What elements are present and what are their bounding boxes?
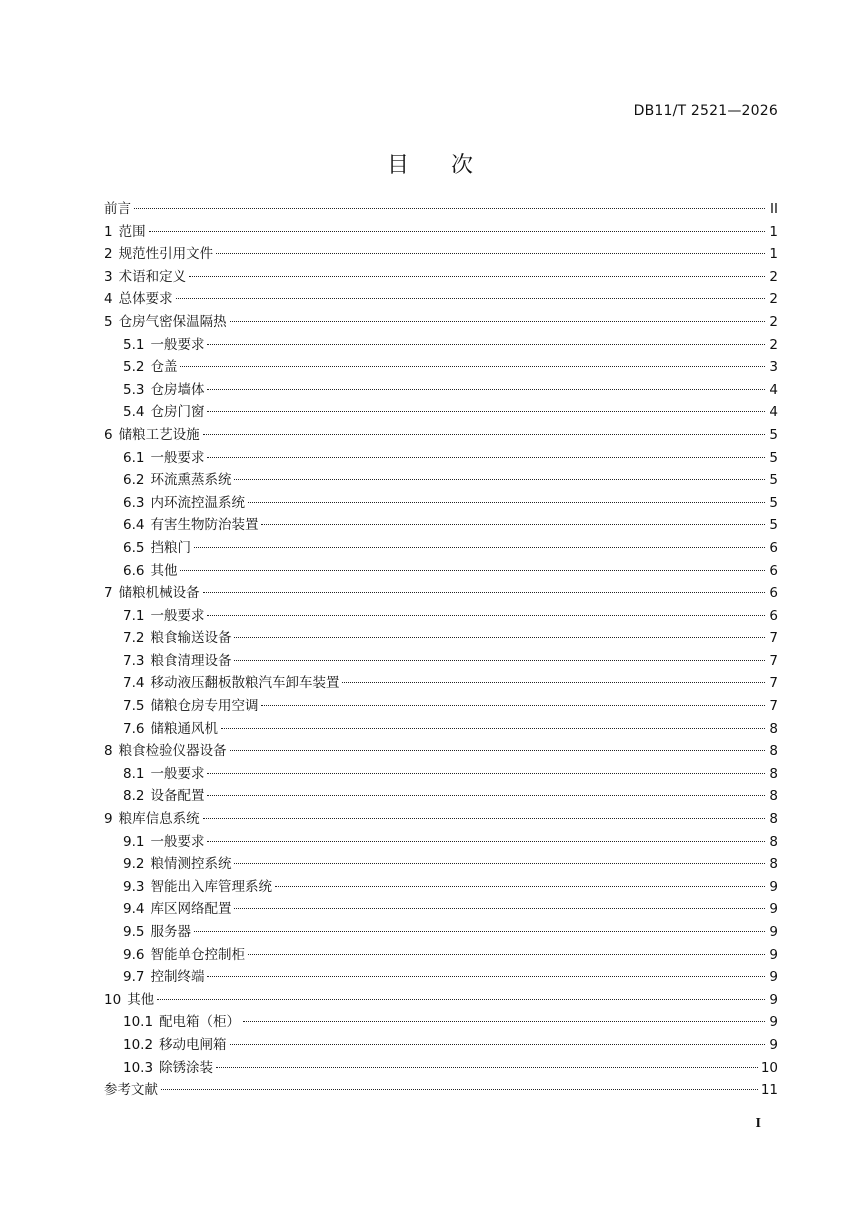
- toc-entry-number: 9.1: [123, 833, 145, 850]
- toc-entry-number: 6.4: [123, 517, 145, 534]
- toc-entry[interactable]: [104, 514, 778, 537]
- toc-entry-page: 4: [769, 404, 778, 421]
- toc-entry-number: 9.6: [123, 946, 145, 963]
- toc-entry-page: 5: [769, 494, 778, 511]
- toc-entry[interactable]: [104, 379, 778, 402]
- toc-entry-number: 10: [104, 991, 122, 1008]
- dot-leader: [161, 1089, 758, 1090]
- toc-entry-number: 5: [104, 313, 113, 330]
- dot-leader: [261, 705, 765, 706]
- toc-entry[interactable]: [104, 334, 778, 357]
- toc-entry-page: 5: [769, 426, 778, 443]
- toc-entry-label: 仓房气密保温隔热: [118, 313, 227, 330]
- toc-entry-page: 9: [769, 1014, 778, 1031]
- toc-entry-page: 9: [769, 946, 778, 963]
- toc-entry-page: 8: [769, 856, 778, 873]
- toc-entry[interactable]: [104, 605, 778, 628]
- toc-entry-number: 9.7: [123, 969, 145, 986]
- toc-entry-number: 9: [104, 811, 113, 828]
- toc-entry-label: 一般要求: [150, 833, 205, 850]
- toc-entry-number: 7.2: [123, 630, 145, 647]
- toc-entry-page: 7: [769, 652, 778, 669]
- toc-entry-number: 10.3: [123, 1059, 154, 1076]
- toc-entry[interactable]: [104, 537, 778, 560]
- toc-entry-number: 6: [104, 426, 113, 443]
- toc-entry-label: 配电箱（柜）: [159, 1014, 241, 1031]
- dot-leader: [207, 411, 765, 412]
- dot-leader: [207, 773, 765, 774]
- toc-entry-label: 粮情测控系统: [150, 856, 232, 873]
- toc-entry-label: 智能出入库管理系统: [150, 878, 272, 895]
- toc-entry-label: 一般要求: [150, 765, 205, 782]
- dot-leader: [157, 999, 765, 1000]
- toc-entry-page: 5: [769, 449, 778, 466]
- toc-entry-label: 一般要求: [150, 449, 205, 466]
- toc-entry-page: 2: [769, 268, 778, 285]
- toc-entry-page: 8: [769, 811, 778, 828]
- table-of-contents: [104, 198, 778, 1102]
- toc-entry-number: 3: [104, 268, 113, 285]
- toc-entry-page: 9: [769, 924, 778, 940]
- toc-entry-number: 9.4: [123, 901, 145, 918]
- dot-leader: [203, 592, 765, 593]
- dot-leader: [207, 795, 765, 796]
- toc-entry-number: 6.6: [123, 562, 145, 579]
- toc-entry-page: 8: [769, 743, 778, 760]
- toc-entry-page: 6: [769, 562, 778, 579]
- dot-leader: [248, 954, 765, 955]
- toc-entry[interactable]: [104, 221, 778, 244]
- dot-leader: [149, 231, 765, 232]
- toc-entry-label: 术语和定义: [118, 268, 187, 285]
- toc-entry-label: 智能单仓控制柜: [150, 946, 245, 963]
- toc-entry[interactable]: [104, 1057, 778, 1080]
- dot-leader: [203, 818, 765, 819]
- toc-entry-number: 7: [104, 585, 113, 602]
- toc-entry[interactable]: [104, 492, 778, 515]
- toc-entry-page: 2: [769, 313, 778, 330]
- toc-entry-page: 2: [769, 291, 778, 308]
- dot-leader: [234, 637, 765, 638]
- toc-entry-page: 8: [769, 788, 778, 805]
- toc-entry[interactable]: [104, 831, 778, 854]
- toc-entry-page: 2: [769, 336, 778, 353]
- toc-entry-label: 移动电闸箱: [159, 1036, 227, 1053]
- toc-entry[interactable]: [104, 311, 778, 334]
- toc-entry-number: 7.6: [123, 720, 145, 737]
- dot-leader: [248, 502, 765, 503]
- dot-leader: [221, 728, 765, 729]
- toc-entry-number: 6.5: [123, 539, 145, 556]
- toc-entry-label: 储粮通风机: [150, 720, 218, 737]
- toc-entry[interactable]: [104, 650, 778, 673]
- toc-entry-label: 储粮机械设备: [118, 585, 200, 602]
- dot-leader: [261, 524, 765, 525]
- toc-entry[interactable]: [104, 966, 778, 989]
- toc-entry-label: 仓盖: [150, 359, 178, 376]
- toc-entry-label: 其他: [127, 991, 155, 1008]
- toc-entry-number: 6.2: [123, 472, 145, 489]
- toc-entry-label: 粮食输送设备: [150, 630, 232, 647]
- toc-entry-number: 5.4: [123, 404, 145, 421]
- toc-entry-label: 范围: [118, 223, 146, 240]
- toc-entry-page: 10: [760, 1059, 778, 1076]
- dot-leader: [216, 1067, 758, 1068]
- toc-entry-label: 一般要求: [150, 607, 205, 624]
- toc-entry-number: 2: [104, 246, 113, 263]
- dot-leader: [207, 976, 765, 977]
- dot-leader: [207, 344, 765, 345]
- dot-leader: [203, 434, 765, 435]
- toc-entry-page: 1: [769, 223, 778, 240]
- toc-entry-number: 10.1: [123, 1014, 154, 1031]
- dot-leader: [234, 479, 765, 480]
- toc-entry-label: 参考文献: [104, 1082, 158, 1099]
- toc-entry[interactable]: [104, 672, 778, 695]
- toc-entry[interactable]: [104, 627, 778, 650]
- dot-leader: [216, 253, 765, 254]
- dot-leader: [207, 615, 765, 616]
- toc-entry[interactable]: [104, 695, 778, 718]
- toc-entry-number: 5.1: [123, 336, 145, 353]
- toc-entry-page: 9: [769, 1036, 778, 1053]
- toc-entry[interactable]: [104, 356, 778, 379]
- toc-entry-page: 3: [769, 359, 778, 376]
- toc-entry-number: 7.3: [123, 652, 145, 669]
- toc-entry-number: 1: [104, 223, 113, 240]
- toc-entry-label: 仓房墙体: [150, 381, 205, 398]
- dot-leader: [207, 841, 765, 842]
- toc-entry-label: 其他: [150, 562, 178, 579]
- toc-entry-page: 9: [769, 991, 778, 1008]
- dot-leader: [194, 931, 765, 932]
- toc-entry-label: 一般要求: [150, 336, 205, 353]
- toc-entry-label: 有害生物防治装置: [150, 517, 259, 534]
- toc-entry-number: 7.1: [123, 607, 145, 624]
- toc-entry-number: 5.3: [123, 381, 145, 398]
- dot-leader: [234, 863, 765, 864]
- dot-leader: [234, 908, 765, 909]
- dot-leader: [243, 1021, 765, 1022]
- toc-entry-label: 规范性引用文件: [118, 246, 214, 263]
- toc-entry-page: 11: [760, 1082, 778, 1099]
- toc-entry[interactable]: [104, 898, 778, 921]
- toc-entry[interactable]: [104, 876, 778, 899]
- toc-entry-page: 7: [769, 630, 778, 647]
- toc-entry-label: 仓房门窗: [150, 404, 205, 421]
- toc-entry-page: 8: [769, 720, 778, 737]
- toc-entry-page: 9: [769, 878, 778, 895]
- toc-entry-page: 9: [769, 901, 778, 918]
- toc-entry-number: 6.3: [123, 494, 145, 511]
- toc-entry-number: 9.2: [123, 856, 145, 873]
- dot-leader: [207, 389, 765, 390]
- toc-entry[interactable]: [104, 989, 778, 1012]
- toc-entry-number: 8: [104, 743, 113, 760]
- toc-entry-label: 除锈涂装: [159, 1059, 214, 1076]
- toc-entry-label: 设备配置: [150, 788, 205, 805]
- dot-leader: [230, 1044, 765, 1045]
- toc-entry-label: 粮库信息系统: [118, 811, 200, 828]
- dot-leader: [342, 682, 765, 683]
- toc-entry-number: 4: [104, 291, 113, 308]
- toc-entry-number: 8.1: [123, 765, 145, 782]
- toc-entry-label: 粮食清理设备: [150, 652, 232, 669]
- toc-entry-number: 5.2: [123, 359, 145, 376]
- toc-entry[interactable]: [104, 808, 778, 831]
- toc-entry-label: 移动液压翻板散粮汽车卸车装置: [150, 675, 340, 692]
- dot-leader: [180, 570, 765, 571]
- dot-leader: [207, 457, 765, 458]
- toc-entry-number: 6.1: [123, 449, 145, 466]
- dot-leader: [275, 886, 765, 887]
- toc-entry[interactable]: [104, 921, 778, 944]
- toc-entry[interactable]: [104, 401, 778, 424]
- toc-entry[interactable]: [104, 469, 778, 492]
- toc-entry-page: II: [770, 201, 778, 217]
- dot-leader: [189, 276, 765, 277]
- dot-leader: [234, 660, 765, 661]
- toc-entry-number: 7.5: [123, 698, 145, 715]
- toc-entry[interactable]: [104, 1011, 778, 1034]
- toc-entry-label: 库区网络配置: [150, 901, 232, 918]
- toc-entry-page: 8: [769, 765, 778, 782]
- toc-entry-label: 服务器: [150, 924, 191, 940]
- toc-entry-label: 总体要求: [118, 291, 173, 308]
- toc-entry-page: 9: [769, 969, 778, 986]
- dot-leader: [230, 321, 765, 322]
- toc-entry-label: 内环流控温系统: [150, 494, 245, 511]
- toc-entry-page: 5: [769, 517, 778, 534]
- toc-entry-label: 储粮仓房专用空调: [150, 698, 259, 715]
- toc-entry-number: 7.4: [123, 675, 145, 692]
- toc-entry[interactable]: [104, 424, 778, 447]
- toc-entry[interactable]: [104, 718, 778, 741]
- toc-entry-label: 控制终端: [150, 969, 205, 986]
- dot-leader: [134, 208, 765, 209]
- toc-entry[interactable]: [104, 582, 778, 605]
- toc-entry-label: 前言: [104, 201, 131, 217]
- page-number: I: [755, 1116, 761, 1131]
- toc-entry-page: 6: [769, 585, 778, 602]
- toc-entry[interactable]: [104, 266, 778, 289]
- toc-entry[interactable]: [104, 1079, 778, 1102]
- toc-entry[interactable]: [104, 288, 778, 311]
- toc-entry-page: 5: [769, 472, 778, 489]
- dot-leader: [194, 547, 765, 548]
- toc-entry[interactable]: [104, 763, 778, 786]
- toc-entry[interactable]: [104, 944, 778, 967]
- toc-title: 目次: [386, 153, 515, 178]
- toc-entry[interactable]: [104, 447, 778, 470]
- toc-entry-page: 7: [769, 698, 778, 715]
- document-code: DB11/T 2521—2026: [633, 103, 778, 119]
- toc-entry-label: 挡粮门: [150, 539, 191, 556]
- toc-entry-label: 环流熏蒸系统: [150, 472, 232, 489]
- dot-leader: [176, 298, 765, 299]
- toc-entry-page: 4: [769, 381, 778, 398]
- toc-entry-label: 储粮工艺设施: [118, 426, 200, 443]
- toc-entry-number: 9.5: [123, 924, 145, 940]
- toc-entry[interactable]: [104, 1034, 778, 1057]
- toc-entry-page: 7: [769, 675, 778, 692]
- toc-entry-page: 8: [769, 833, 778, 850]
- toc-entry[interactable]: [104, 853, 778, 876]
- toc-entry[interactable]: [104, 560, 778, 583]
- toc-entry-number: 10.2: [123, 1036, 154, 1053]
- toc-entry-number: 9.3: [123, 878, 145, 895]
- toc-entry[interactable]: [104, 243, 778, 266]
- toc-entry-label: 粮食检验仪器设备: [118, 743, 227, 760]
- toc-entry-page: 6: [769, 607, 778, 624]
- toc-entry[interactable]: [104, 785, 778, 808]
- toc-entry[interactable]: [104, 740, 778, 763]
- toc-entry-page: 1: [769, 246, 778, 263]
- toc-entry-number: 8.2: [123, 788, 145, 805]
- toc-entry-page: 6: [769, 539, 778, 556]
- dot-leader: [230, 750, 765, 751]
- toc-entry[interactable]: [104, 198, 778, 221]
- dot-leader: [180, 366, 765, 367]
